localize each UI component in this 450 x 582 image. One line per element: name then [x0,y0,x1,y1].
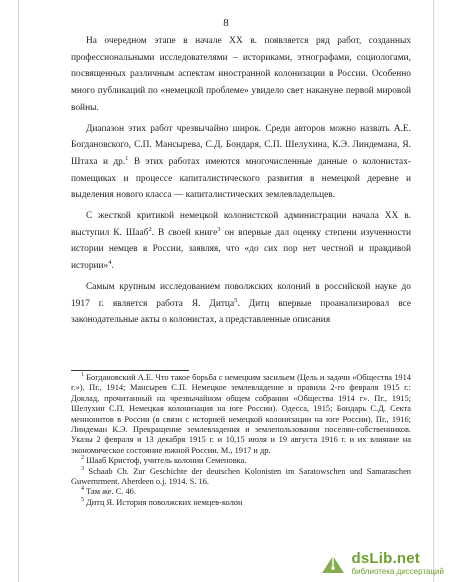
footnote-ref-2[interactable]: 2 [148,225,152,233]
watermark-subtitle: библиотека диссертаций [351,567,444,576]
paragraph-4 [71,279,411,329]
footnote-text: Дитц Я. История поволжских немцев-колон [84,497,243,507]
footnote-1 [71,373,411,456]
footnote-mark: 2 [81,455,84,462]
watermark-logo: dsLib.net [351,550,420,567]
paragraph-3 [71,208,411,275]
footnote-text: Богдановский А.Е. Что такое борьба с немецким засильем (Цель и задачи «Общества 1914 г.»). Пг., 1914; Мансырев С.П. Немецкое землевладение и правила 2-го февраля 1915 г.: Доклад, прочитанный на чрезвычайном общем собрании «Общества 1914 г». Пг., 1915; Шелухин С.П. Немецкая колонизация на юге России). Одесса, 1915; Бондарь С.Д. Секта меннонитов в России (в связи с историей немецкой колонизации на юге России). Пг., 1916; Линдеман К.Э. Прекращение землевладения и землепользования поселян-собственников. Указы 2 февраля и 13 декабря 1915 г. и 10,15 июля и 19 августа 1916 г. и их влияние на экономическое состояние южной России. М., 1917 и др. [71,373,411,455]
footnotes [71,373,411,508]
footnote-text: Там же. С. 46. [84,487,136,497]
footnote-2 [71,456,411,466]
dslib-watermark[interactable] [320,551,444,577]
paragraph-3-text-c: он впервые дал оценку степени изученности истории немцев в России, заявляя, что «до сих пор нет честной и правдивой истории» [71,227,411,272]
paragraph-3-text-d: . [111,261,114,272]
footnote-ref-5[interactable]: 5 [234,296,238,304]
paragraph-4-text-a: Самым крупным исследованием поволжских колоний в российской науке до 1917 г. является работа Я. Дитца [71,281,411,309]
footnote-3 [71,467,411,488]
page-number: 8 [223,17,229,29]
main-text [71,33,411,329]
footnote-ref-1[interactable]: 1 [125,154,129,162]
document-page [18,0,434,582]
footnote-mark: 4 [81,486,84,493]
footnote-mark: 1 [81,372,84,379]
footnote-mark: 3 [81,465,84,472]
footnote-mark: 5 [81,497,84,504]
paragraph-1: На очередном этапе в начале XX в. появляется ряд работ, созданных профессиональными исследователями – историками, этнографами, социологами, посвященных различным аспектам иностранной колонизации в России. Особенно много публикаций по «немецкой проблеме» увидело свет накануне первой мировой войны. [71,36,411,113]
paragraph-2-text-a: Диапазон этих работ чрезвычайно широк. Среди авторов можно назвать А.Е. Богдановского, С.П. Мансырева, С.Д. Бондаря, С.П. Шелухина, К.Э. Линдемана, Я. Штаха и др. [71,123,411,167]
footnote-text: Шааб Кристоф, учитель колонии Семеновка. [84,456,247,466]
footnote-5 [71,498,411,508]
footnote-divider [71,370,189,371]
footnote-text: Schaab Ch. Zur Geschichte der deutschen Kolonisten im Saratowschen und Samaraschen Guwernrment. Aberdeen o.j. 1914. S. 16. [71,466,411,487]
footnote-ref-3[interactable]: 3 [217,225,221,233]
paragraph-2-text-b: В этих работах имеются многочисленные данные о колонистах-помещиках и процессе капиталистического развития в немецкой деревне и выделения нового класса — капиталистических землевладельцев. [71,156,411,201]
paragraph-4-text-b: . Дитц впервые проанализировал все законодательные акты о колонистах, а представленные описания [71,298,411,326]
paragraph-3-text-b: . В своей книге [151,227,218,238]
paragraph-3-text-a: С жесткой критикой немецкой колонистской администрации начала XX в. выступил К. Шааб [71,211,411,238]
footnote-ref-4[interactable]: 4 [108,259,112,267]
paragraph-2 [71,121,411,205]
pen-nib-icon [320,553,346,575]
watermark-text [352,551,444,577]
footnote-4 [71,487,411,497]
